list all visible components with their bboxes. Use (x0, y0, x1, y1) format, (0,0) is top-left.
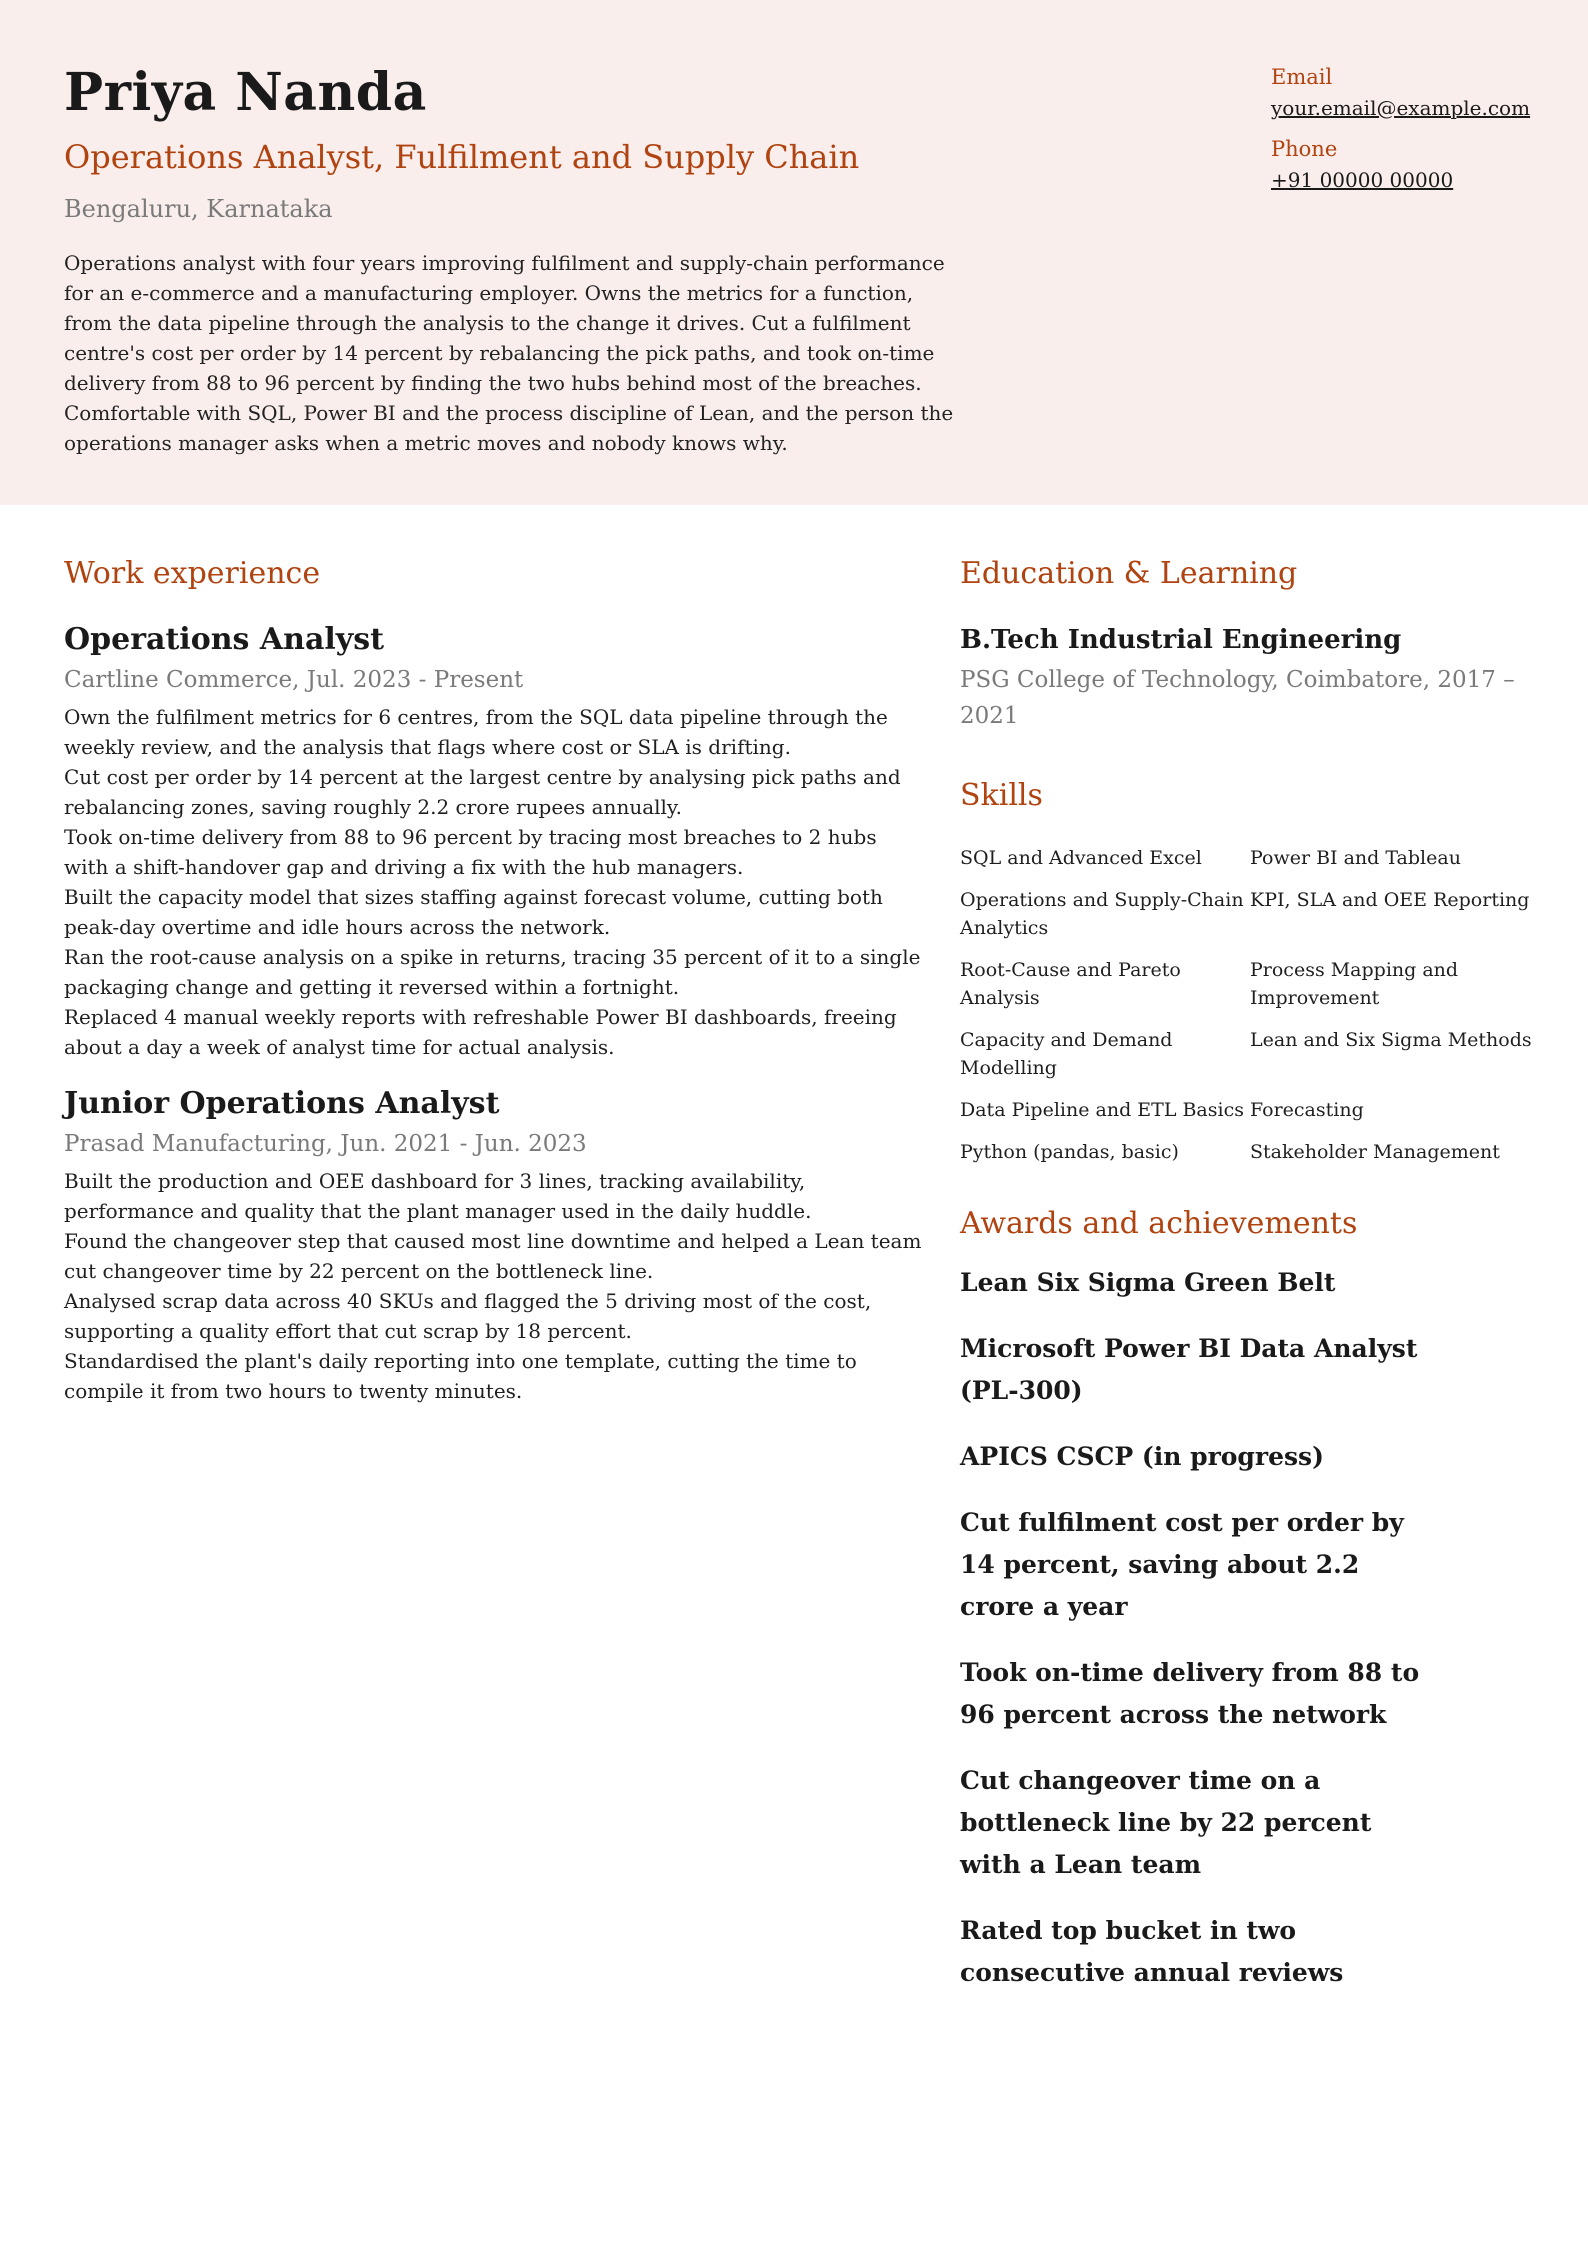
job-title: Operations Analyst (64, 622, 384, 657)
job-bullet: Ran the root-cause analysis on a spike in returns, tracing 35 percent of it to a single packaging change and getting it reversed within a fortnight. (64, 945, 921, 999)
header-band (0, 0, 1588, 505)
contact-block (1271, 62, 1571, 196)
skills-heading: Skills (960, 778, 1043, 813)
job-bullet: Built the capacity model that sizes staffing against forecast volume, cutting both peak-day overtime and idle hours across the network. (64, 885, 883, 939)
phone-label: Phone (1271, 137, 1338, 161)
job-bullet: Built the production and OEE dashboard for 3 lines, tracking availability, performance and quality that the plant manager used in the daily huddle. (64, 1169, 812, 1223)
skill-item: Power BI and Tableau (1250, 847, 1461, 869)
email-link[interactable]: your.email@example.com (1271, 96, 1531, 120)
skill-item: Python (pandas, basic) (960, 1141, 1179, 1163)
skill-item: Lean and Six Sigma Methods (1250, 1029, 1532, 1051)
skill-item: Root-Cause and Pareto Analysis (960, 959, 1181, 1009)
skill-item: Process Mapping and Improvement (1250, 959, 1459, 1009)
skill-item: KPI, SLA and OEE Reporting (1250, 889, 1530, 911)
job-meta: Prasad Manufacturing, Jun. 2021 - Jun. 2023 (64, 1131, 587, 1157)
candidate-role: Operations Analyst, Fulfilment and Supply Chain (64, 138, 860, 176)
education-heading: Education & Learning (960, 556, 1298, 591)
education-degree: B.Tech Industrial Engineering (960, 625, 1402, 655)
sidebar-column (960, 550, 1540, 2018)
skill-item: Operations and Supply-Chain Analytics (960, 889, 1244, 939)
job-entry (64, 618, 924, 1062)
skill-item: Data Pipeline and ETL Basics (960, 1099, 1244, 1121)
skill-item: Capacity and Demand Modelling (960, 1029, 1173, 1079)
job-bullets (64, 1166, 924, 1406)
job-bullet: Cut cost per order by 14 percent at the largest centre by analysing pick paths and rebalancing zones, saving roughly 2.2 crore rupees annually. (64, 765, 901, 819)
skill-item: Stakeholder Management (1250, 1141, 1500, 1163)
award-item: Microsoft Power BI Data Analyst (PL-300) (960, 1334, 1418, 1405)
job-title: Junior Operations Analyst (64, 1086, 500, 1121)
profile-summary: Operations analyst with four years improving fulfilment and supply-chain performance for an e-commerce and a manufacturing employer. Owns the metrics for a function, from the data pipeline through the analysis to the change it drives. Cut a fulfilment centre's cost per order by 14 percent by rebalancing the pick paths, and took on-time delivery from 88 to 96 percent by finding the two hubs behind most of the breaches. Comfortable with SQL, Power BI and the process discipline of Lean, and the person the operations manager asks when a metric moves and nobody knows why. (64, 251, 954, 455)
candidate-location: Bengaluru, Karnataka (64, 195, 333, 223)
job-bullet: Standardised the plant's daily reporting into one template, cutting the time to compile it from two hours to twenty minutes. (64, 1349, 857, 1403)
phone-link[interactable]: +91 00000 00000 (1271, 168, 1454, 192)
job-entry (64, 1082, 924, 1406)
candidate-name: Priya Nanda (64, 62, 427, 123)
education-school: PSG College of Technology, Coimbatore, 2017 – 2021 (960, 667, 1515, 729)
job-bullet: Replaced 4 manual weekly reports with refreshable Power BI dashboards, freeing about a day a week of analyst time for actual analysis. (64, 1005, 897, 1059)
work-experience-column (64, 550, 924, 1418)
job-bullet: Took on-time delivery from 88 to 96 percent by tracing most breaches to 2 hubs with a shift-handover gap and driving a fix with the hub managers. (64, 825, 877, 879)
skills-grid (960, 844, 1540, 1166)
award-item: Rated top bucket in two consecutive annual reviews (960, 1916, 1344, 1987)
work-experience-heading: Work experience (64, 556, 321, 591)
skill-item: Forecasting (1250, 1099, 1364, 1121)
award-item: Lean Six Sigma Green Belt (960, 1268, 1336, 1297)
award-item: Cut fulfilment cost per order by 14 percent, saving about 2.2 crore a year (960, 1508, 1404, 1621)
job-bullets (64, 702, 924, 1062)
award-item: Cut changeover time on a bottleneck line by 22 percent with a Lean team (960, 1766, 1372, 1879)
job-bullet: Found the changeover step that caused most line downtime and helped a Lean team cut changeover time by 22 percent on the bottleneck line. (64, 1229, 922, 1283)
job-bullet: Analysed scrap data across 40 SKUs and flagged the 5 driving most of the cost, supporting a quality effort that cut scrap by 18 percent. (64, 1289, 872, 1343)
skill-item: SQL and Advanced Excel (960, 847, 1202, 869)
awards-heading: Awards and achievements (960, 1206, 1358, 1241)
award-item: Took on-time delivery from 88 to 96 percent across the network (960, 1658, 1420, 1729)
awards-list (960, 1262, 1440, 1994)
job-meta: Cartline Commerce, Jul. 2023 - Present (64, 667, 524, 693)
email-label: Email (1271, 65, 1333, 89)
award-item: APICS CSCP (in progress) (960, 1442, 1324, 1471)
job-bullet: Own the fulfilment metrics for 6 centres, from the SQL data pipeline through the weekly review, and the analysis that flags where cost or SLA is drifting. (64, 705, 888, 759)
